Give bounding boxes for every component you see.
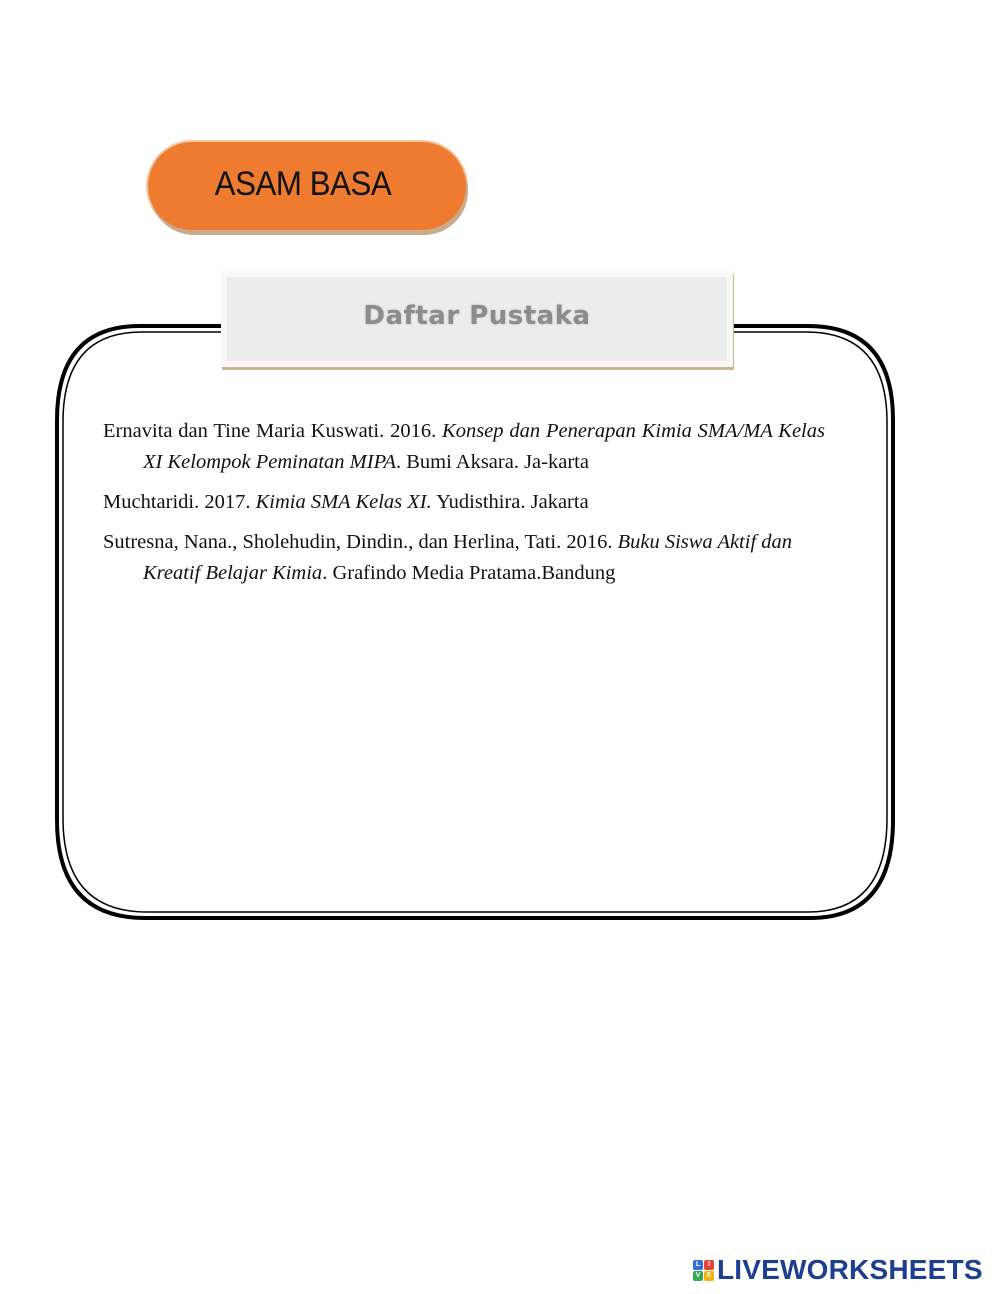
reference-item bbox=[103, 487, 825, 518]
liveworksheets-logo-icon bbox=[693, 1260, 714, 1281]
logo-text: LIVEWORKSHEETS bbox=[717, 1254, 983, 1285]
liveworksheets-logo[interactable] bbox=[693, 1254, 983, 1286]
reference-title: Kimia SMA Kelas XI. bbox=[255, 491, 432, 513]
topic-label: ASAM BASA bbox=[214, 164, 392, 203]
reference-item bbox=[103, 416, 825, 478]
reference-item bbox=[103, 527, 825, 589]
logo-tile: I bbox=[704, 1260, 714, 1270]
reference-publisher: . Bumi Aksara. Ja-karta bbox=[395, 451, 589, 473]
logo-tile: L bbox=[693, 1260, 703, 1270]
section-header bbox=[221, 271, 733, 367]
reference-authors: Sutresna, Nana., Sholehudin, Dindin., dan Herlina, Tati. 2016. bbox=[103, 531, 618, 553]
section-header-inner bbox=[227, 277, 727, 361]
reference-list bbox=[103, 416, 825, 598]
section-title: Daftar Pustaka bbox=[363, 301, 591, 331]
reference-authors: Muchtaridi. 2017. bbox=[103, 491, 256, 513]
logo-tile: E bbox=[704, 1271, 714, 1281]
topic-label-badge bbox=[148, 142, 466, 230]
reference-title: Buku Siswa Aktif dan Kreatif Belajar Kimia bbox=[143, 531, 793, 584]
logo-tile: V bbox=[693, 1271, 703, 1281]
reference-authors: Ernavita dan Tine Maria Kuswati. 2016. bbox=[103, 420, 443, 442]
reference-publisher: Yudisthira. Jakarta bbox=[431, 491, 589, 513]
reference-publisher: . Grafindo Media Pratama.Bandung bbox=[322, 562, 616, 584]
reference-title: Konsep dan Penerapan Kimia SMA/MA Kelas XI Kelompok Peminatan MIPA bbox=[143, 420, 825, 473]
